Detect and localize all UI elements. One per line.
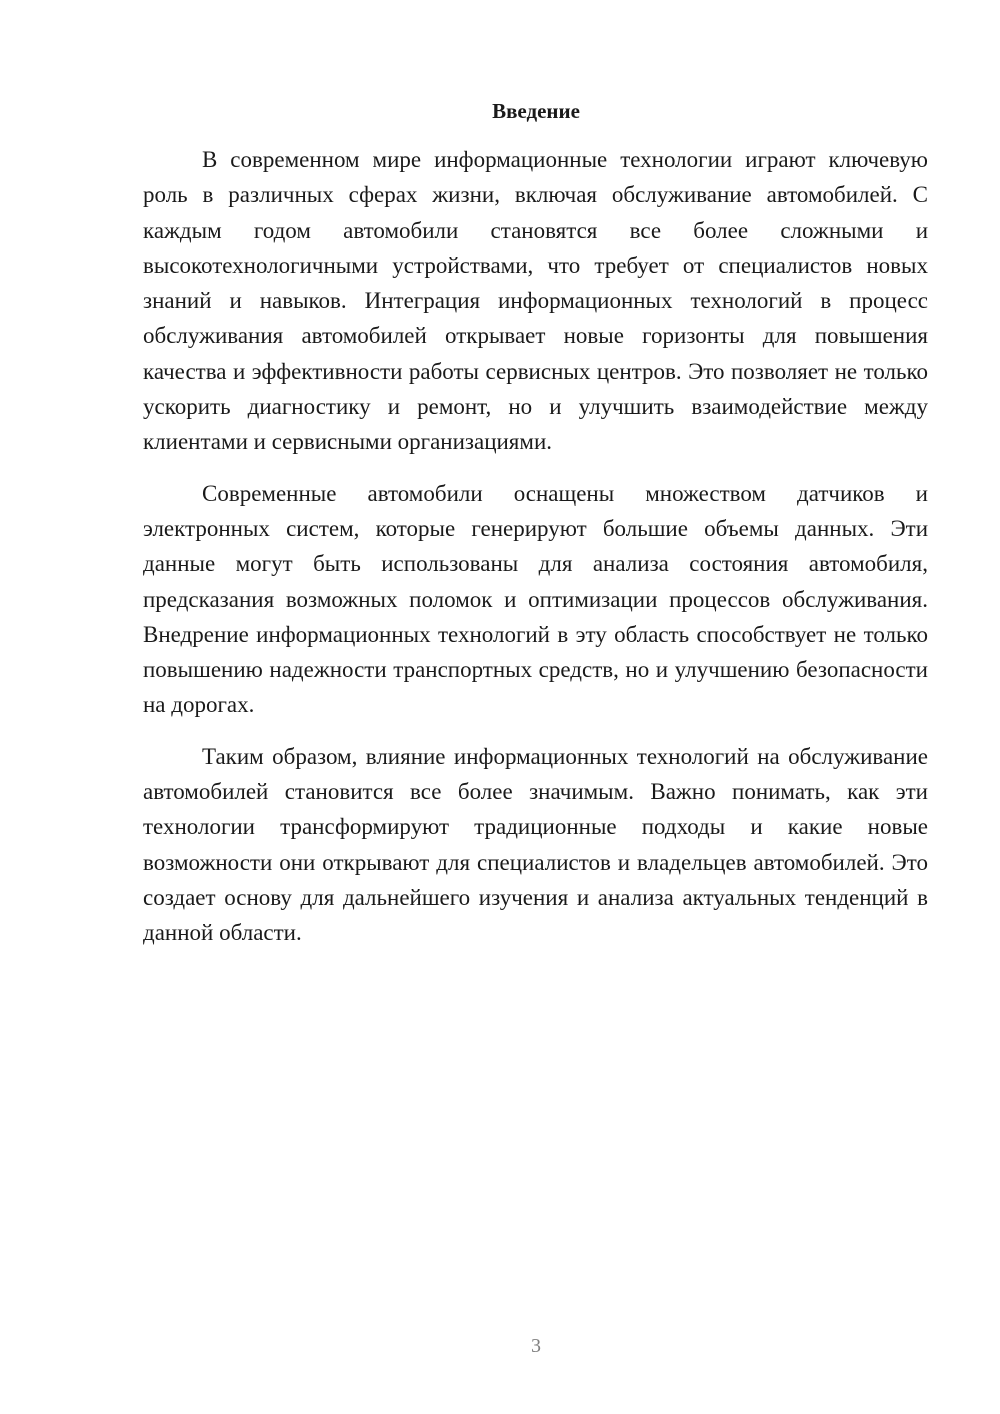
document-body — [143, 142, 928, 967]
page-number: 3 — [531, 1335, 541, 1357]
paragraph-2: Современные автомобили оснащены множеством датчиков и электронных систем, которые генерируют большие объемы данных. Эти данные могут быть использованы для анализа состояния автомобиля, предсказания возможных поломок и оптимизации процессов обслуживания. Внедрение информационных технологий в эту область способствует не только повышению надежности транспортных средств, но и улучшению безопасности на дорогах. — [143, 480, 928, 718]
section-heading: Введение — [492, 99, 580, 123]
paragraph-3: Таким образом, влияние информационных технологий на обслуживание автомобилей становится все более значимым. Важно понимать, как эти технологии трансформируют традиционные подходы и какие новые возможности они открывают для специалистов и владельцев автомобилей. Это создает основу для дальнейшего изучения и анализа актуальных тенденций в данной области. — [143, 743, 928, 946]
paragraph-1: В современном мире информационные технологии играют ключевую роль в различных сферах жизни, включая обслуживание автомобилей. С каждым годом автомобили становятся все более сложными и высокотехнологичными устройствами, что требует от специалистов новых знаний и навыков. Интеграция информационных технологий в процесс обслуживания автомобилей открывает новые горизонты для повышения качества и эффективности работы сервисных центров. Это позволяет не только ускорить диагностику и ремонт, но и улучшить взаимодействие между клиентами и сервисными организациями. — [143, 147, 928, 455]
